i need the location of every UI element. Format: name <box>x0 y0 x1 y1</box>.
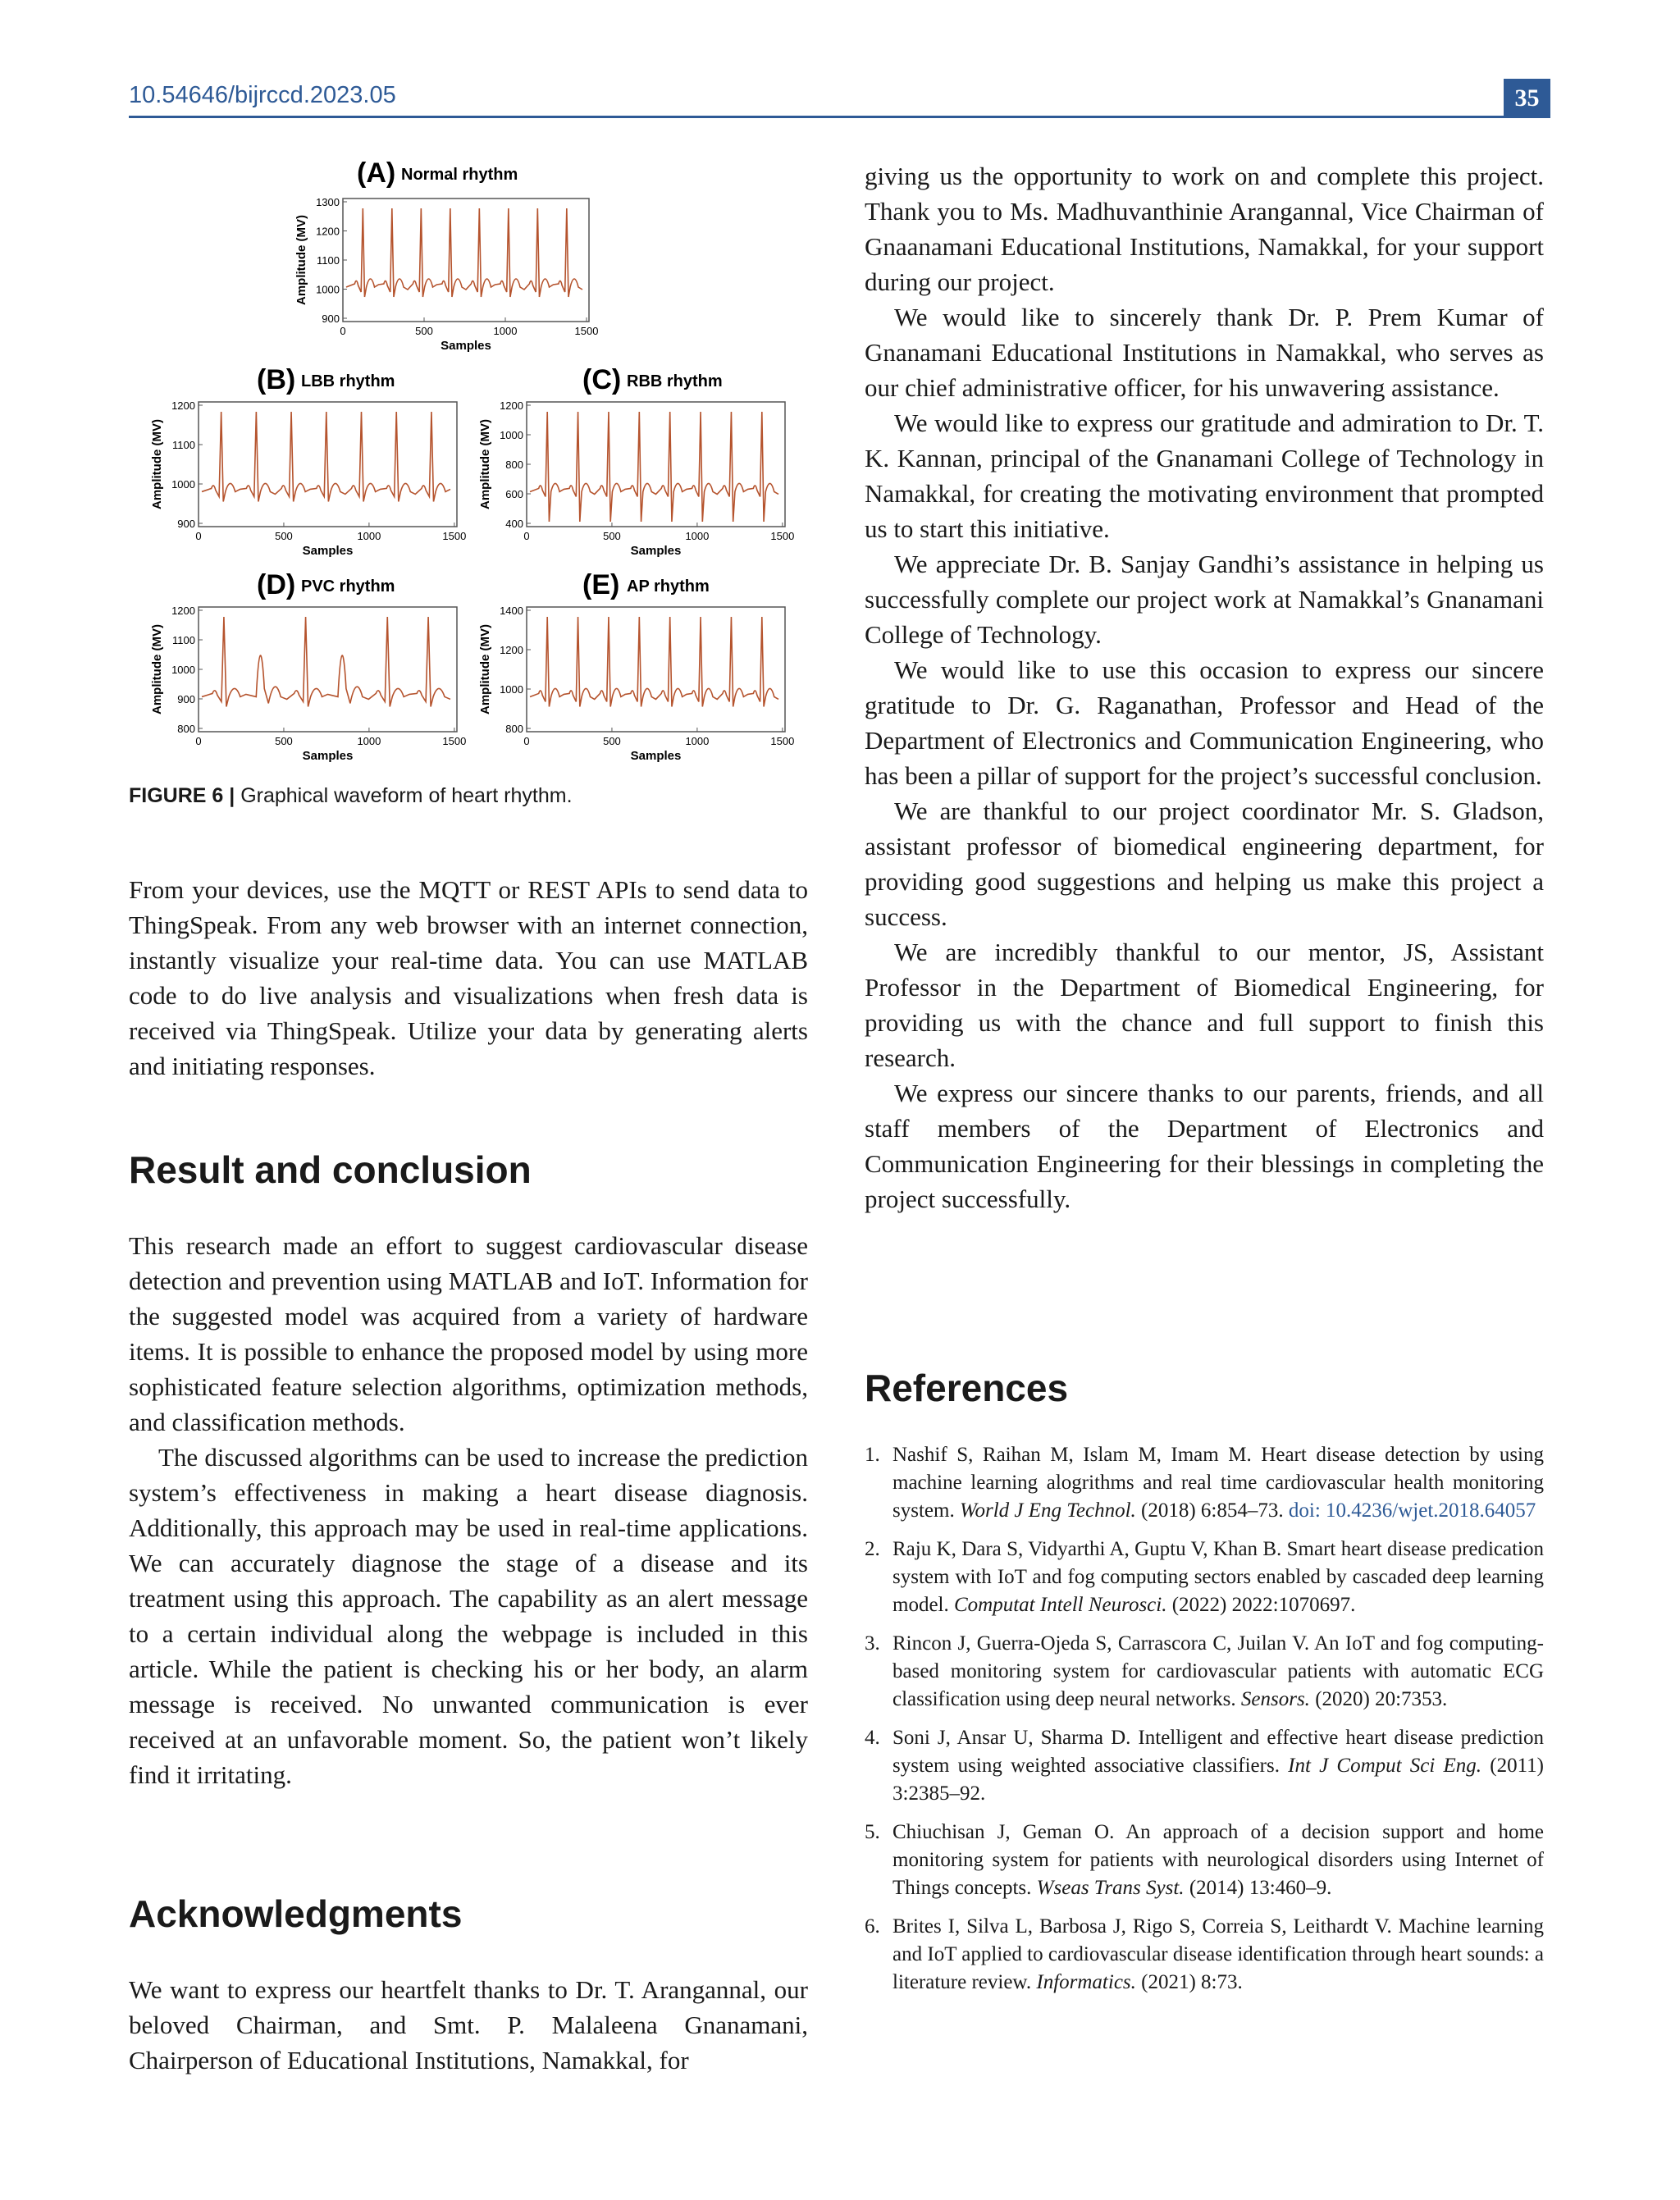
ecg-figure <box>139 157 796 779</box>
y-axis-label: Amplitude (MV) <box>478 624 492 714</box>
x-tick-label: 500 <box>603 735 621 747</box>
ack-paragraph-cont: giving us the opportunity to work on and complete this project. Thank you to Ms. Madhuvanthinie Arangannal, Vice Chairman of Gnaanamani Educational Institutions, Namakkal, for your support during our project. <box>865 162 1544 296</box>
ack-paragraph-4: We appreciate Dr. B. Sanjay Gandhi’s assistance in helping us successfully complete our project work at Namakkal’s Gnanamani College of Technology. <box>865 550 1544 649</box>
y-tick-label: 1200 <box>500 644 523 656</box>
panel-e-title: AP rhythm <box>627 577 710 596</box>
result-paragraph-1: This research made an effort to suggest cardiovascular disease detection and prevention using MATLAB and IoT. Information for the suggested model was acquired from a variety of hardware items. It is possible to enhance the proposed model by using more sophisticated feature selection algorithms, optimization methods, and classification methods. <box>129 1231 808 1436</box>
plot-frame <box>199 607 457 732</box>
plot-frame <box>343 199 589 322</box>
x-tick-label: 500 <box>603 530 621 542</box>
panel-d-letter: (D) <box>257 569 296 600</box>
y-tick-label: 900 <box>322 313 340 325</box>
y-tick-label: 1200 <box>316 225 340 238</box>
panel-b-title: LBB rhythm <box>301 372 395 390</box>
x-axis-label: Samples <box>302 544 354 558</box>
ack-paragraph-7: We are incredibly thankful to our mentor, JS, Assistant Professor in the Department of Biomedical Engineering, for providing us with the chance and full support to finish this research. <box>865 938 1544 1072</box>
acknowledgments-paragraph-1: We want to express our heartfelt thanks to Dr. T. Arangannal, our beloved Chairman, and Smt. P. Malaleena Gnanamani, Chairperson of Educational Institutions, Namakkal, for <box>129 1975 808 2074</box>
x-tick-label: 500 <box>415 325 433 337</box>
figure-caption-label: FIGURE 6 | <box>129 784 235 807</box>
y-tick-label: 900 <box>177 518 195 530</box>
reference-item: 6. Brites I, Silva L, Barbosa J, Rigo S, Correia S, Leithardt V. Machine learning and IoT applied to cardiovascular disease identification through heart sounds: a literature review. Informatics. (2021) 8:73. <box>865 1915 1544 1993</box>
y-tick-label: 1200 <box>500 399 523 412</box>
y-tick-label: 800 <box>177 723 195 735</box>
y-tick-label: 1100 <box>172 634 195 646</box>
x-tick-label: 0 <box>523 735 530 747</box>
plot-frame <box>527 402 785 527</box>
y-axis-label: Amplitude (MV) <box>294 215 308 305</box>
reference-list <box>865 1441 1544 2007</box>
reference-item: 3. Rincon J, Guerra-Ojeda S, Carrascora C, Juilan V. An IoT and fog computing-based monitoring system for cardiovascular patients with automatic ECG classification using deep neural networks. Sensors. (2020) 20:7353. <box>865 1632 1544 1710</box>
references-heading: References <box>865 1367 1069 1409</box>
result-heading: Result and conclusion <box>129 1148 532 1191</box>
y-tick-label: 900 <box>177 693 195 705</box>
figure-caption-text: Graphical waveform of heart rhythm. <box>235 784 573 807</box>
x-tick-label: 0 <box>195 735 202 747</box>
panel-b <box>257 364 395 395</box>
x-tick-label: 1000 <box>685 735 710 747</box>
reference-item: 2. Raju K, Dara S, Vidyarthi A, Guptu V, Khan B. Smart heart disease predication system with IoT and fog computing sectors enabled by cascaded deep learning model. Computat Intell Neurosci. (2022) 2022:1070697. <box>865 1538 1544 1616</box>
panel-d-title: PVC rhythm <box>301 577 395 596</box>
doi-header[interactable]: 10.54646/bijrccd.2023.05 <box>129 82 396 108</box>
x-tick-label: 1000 <box>493 325 518 337</box>
x-tick-label: 1500 <box>770 530 795 542</box>
y-tick-label: 400 <box>505 518 523 530</box>
x-tick-label: 500 <box>275 530 293 542</box>
plot-e <box>478 605 794 763</box>
header-rule <box>129 116 1505 118</box>
plot-a <box>294 196 598 353</box>
y-tick-label: 1000 <box>171 664 195 676</box>
ack-paragraph-6: We are thankful to our project coordinator Mr. S. Gladson, assistant professor of biomedical engineering department, for providing good suggestions and helping us make this project a success. <box>865 796 1544 931</box>
x-tick-label: 0 <box>340 325 346 337</box>
x-axis-label: Samples <box>630 749 682 763</box>
plot-d <box>150 605 466 763</box>
panel-c-title: RBB rhythm <box>627 372 723 390</box>
reference-item: 1. Nashif S, Raihan M, Islam M, Imam M. Heart disease detection by using machine learning alogrithms and real time cardiovascular health monitoring system. World J Eng Technol. (2018) 6:854–73. doi: 10.4236/wjet.2018.64057 <box>865 1444 1544 1522</box>
acknowledgments-heading: Acknowledgments <box>129 1892 463 1935</box>
y-tick-label: 1100 <box>317 254 340 267</box>
x-tick-label: 1000 <box>357 530 381 542</box>
x-tick-label: 1500 <box>770 735 795 747</box>
plot-c <box>478 399 794 558</box>
y-tick-label: 1200 <box>171 399 195 412</box>
y-axis-label: Amplitude (MV) <box>478 419 492 509</box>
x-tick-label: 500 <box>275 735 293 747</box>
y-tick-label: 1000 <box>316 283 340 296</box>
plot-b <box>150 399 466 558</box>
panel-a <box>357 157 518 189</box>
y-tick-label: 1000 <box>500 429 523 441</box>
panel-c-letter: (C) <box>582 364 622 395</box>
y-tick-label: 800 <box>505 723 523 735</box>
x-tick-label: 0 <box>523 530 530 542</box>
reference-doi-link[interactable]: doi: 10.4236/wjet.2018.64057 <box>1288 1499 1536 1522</box>
y-tick-label: 800 <box>505 459 523 471</box>
y-tick-label: 1100 <box>172 439 195 451</box>
x-tick-label: 1500 <box>442 530 467 542</box>
panel-a-letter: (A) <box>357 157 396 189</box>
y-tick-label: 1000 <box>171 478 195 491</box>
y-axis-label: Amplitude (MV) <box>150 624 164 714</box>
panel-c <box>582 364 723 395</box>
y-axis-label: Amplitude (MV) <box>150 419 164 509</box>
x-tick-label: 1000 <box>357 735 381 747</box>
x-axis-label: Samples <box>630 544 682 558</box>
page-number: 35 <box>1504 79 1550 118</box>
reference-item: 5. Chiuchisan J, Geman O. An approach of a decision support and home monitoring system for patients with neurological disorders using Internet of Things concepts. Wseas Trans Syst. (2014) 13:460–9. <box>865 1821 1544 1899</box>
panel-a-title: Normal rhythm <box>401 166 518 184</box>
x-tick-label: 0 <box>195 530 202 542</box>
y-tick-label: 600 <box>505 488 523 500</box>
panel-b-letter: (B) <box>257 364 296 395</box>
reference-item: 4. Soni J, Ansar U, Sharma D. Intelligent and effective heart disease prediction system using weighted associative classifiers. Int J Comput Sci Eng. (2011) 3:2385–92. <box>865 1727 1544 1805</box>
ack-paragraph-5: We would like to use this occasion to express our sincere gratitude to Dr. G. Raganathan, Professor and Head of the Department of Electronics and Communication Engineering, who has been a pillar of support for the project’s successful conclusion. <box>865 655 1544 790</box>
y-tick-label: 1300 <box>316 196 340 208</box>
plot-frame <box>527 607 785 732</box>
x-tick-label: 1500 <box>574 325 599 337</box>
x-axis-label: Samples <box>302 749 354 763</box>
ack-paragraph-2: We would like to sincerely thank Dr. P. Prem Kumar of Gnanamani Educational Institutions in Namakkal, who serves as our chief administrative officer, for his unwavering assistance. <box>865 303 1544 402</box>
x-tick-label: 1500 <box>442 735 467 747</box>
acknowledgments-continued <box>865 158 1544 1216</box>
figure-caption <box>129 784 573 808</box>
y-tick-label: 1000 <box>500 683 523 696</box>
x-tick-label: 1000 <box>685 530 710 542</box>
panel-e <box>582 569 710 600</box>
ack-paragraph-3: We would like to express our gratitude and admiration to Dr. T. K. Kannan, principal of the Gnanamani College of Technology in Namakkal, for creating the motivating environment that prompted us to start this initiative. <box>865 409 1544 543</box>
panel-e-letter: (E) <box>582 569 620 600</box>
y-tick-label: 1400 <box>500 605 523 617</box>
result-paragraph-2: The discussed algorithms can be used to increase the prediction system’s effectiveness in making a heart disease diagnosis. Additionally, this approach may be used in real-time applications. We can accurately diagnose the stage of a disease and its treatment using this approach. The capability as an alert message to a certain individual along the webpage is included in this article. While the patient is checking his or her body, an alarm message is received. No unwanted communication is ever received at an unfavorable moment. So, the patient won’t likely find it irritating. <box>129 1443 808 1789</box>
panel-d <box>257 569 395 600</box>
thingspeak-paragraph: From your devices, use the MQTT or REST APIs to send data to ThingSpeak. From any web browser with an internet connection, instantly visualize your real-time data. You can use MATLAB code to do live analysis and visualizations when fresh data is received via ThingSpeak. Utilize your data by generating alerts and initiating responses. <box>129 875 808 1080</box>
ack-paragraph-8: We express our sincere thanks to our parents, friends, and all staff members of the Department of Electronics and Communication Engineering for their blessings in completing the project successfully. <box>865 1079 1544 1213</box>
y-tick-label: 1200 <box>171 605 195 617</box>
x-axis-label: Samples <box>441 339 491 353</box>
result-section <box>129 1228 808 1792</box>
